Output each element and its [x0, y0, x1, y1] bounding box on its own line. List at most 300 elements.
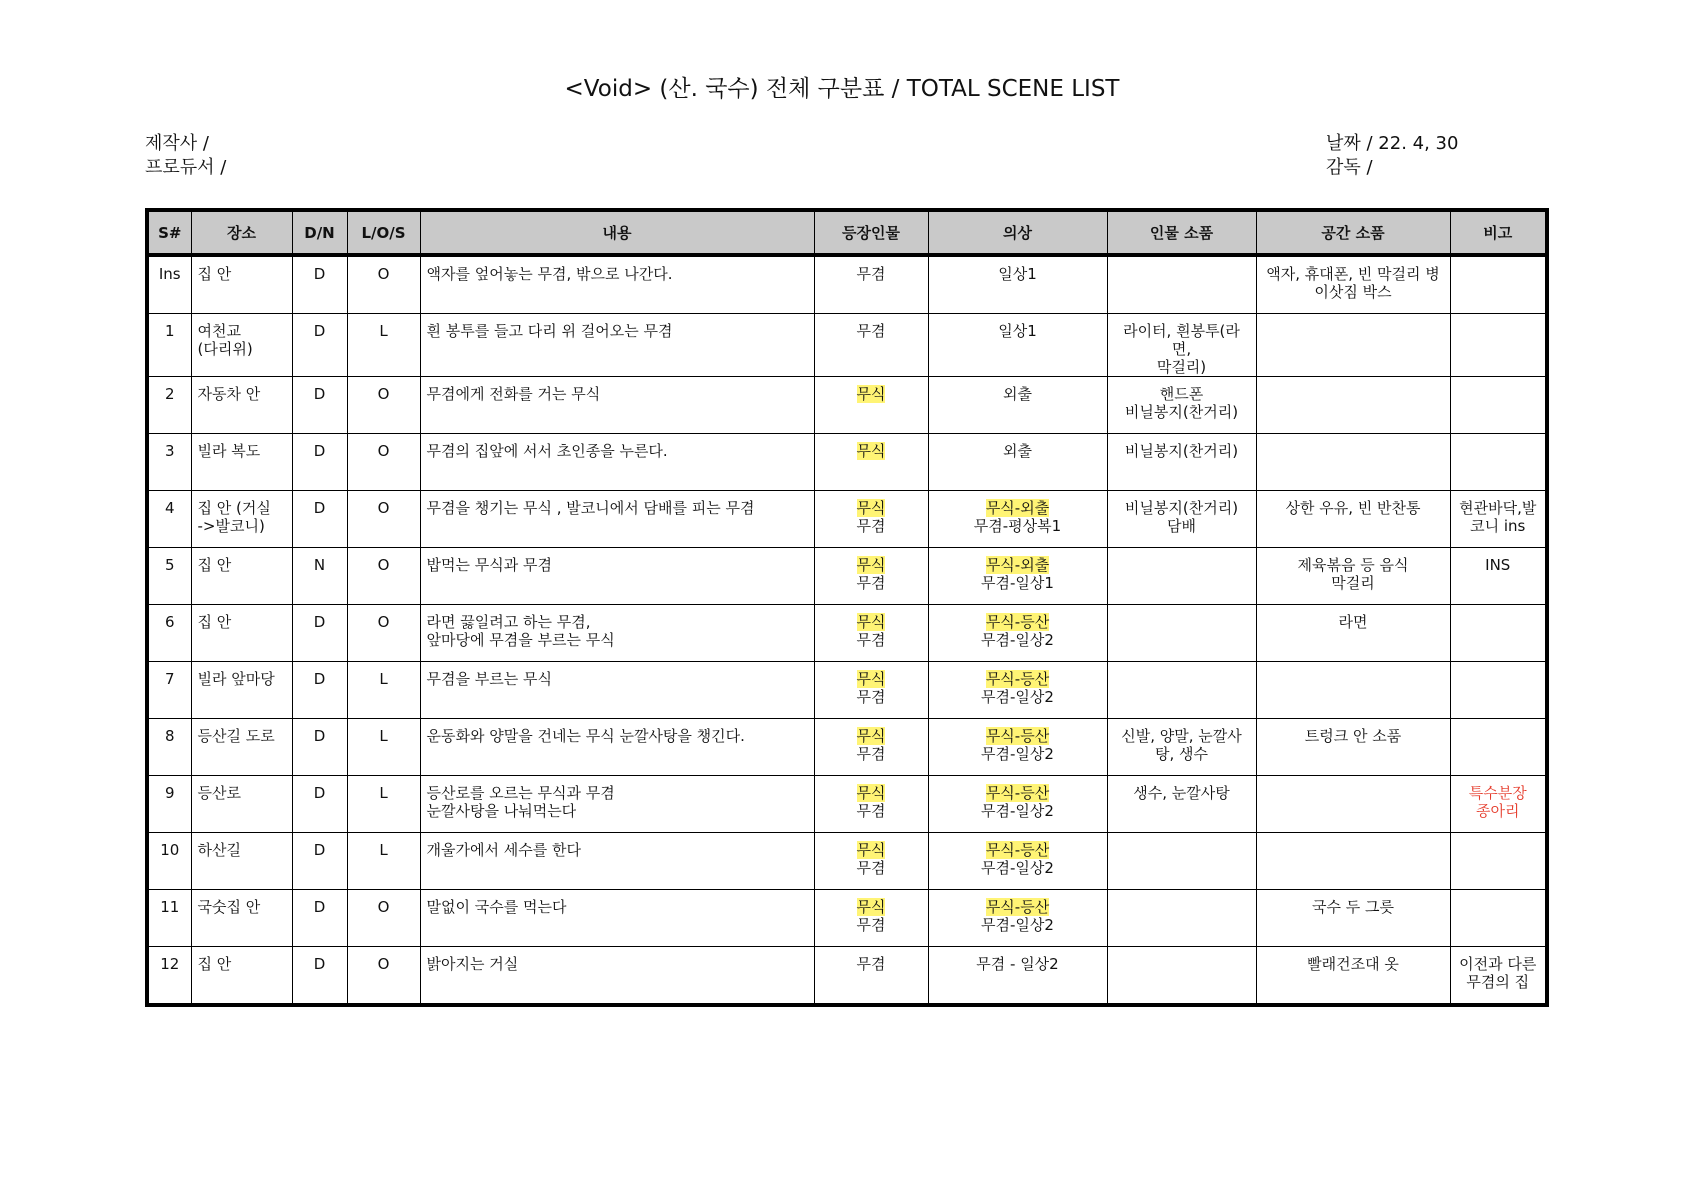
- costume-line-text: 무겸-일상2: [981, 859, 1054, 877]
- costume-line: [935, 745, 1101, 763]
- los-cell: O: [347, 491, 420, 548]
- meta-right: [1326, 132, 1458, 180]
- scene-number-cell: 3: [147, 434, 191, 491]
- costume-line-text: 일상1: [998, 265, 1037, 283]
- cast-line-text: 무겸: [856, 517, 886, 535]
- place-cell: [191, 255, 292, 314]
- costume-line: [935, 955, 1101, 973]
- cast-line: [821, 841, 922, 859]
- content-cell: [420, 605, 814, 662]
- costume-line-text: 무식-등산: [985, 784, 1050, 802]
- table-row: [147, 434, 1547, 491]
- table-row: [147, 491, 1547, 548]
- cast-line: [821, 517, 922, 535]
- content-line: 라면 끓일려고 하는 무겸,: [426, 613, 591, 631]
- cast-line: [821, 784, 922, 802]
- content-line: 흰 봉투를 들고 다리 위 걸어오는 무겸: [426, 322, 673, 340]
- char-prop-line: 담배: [1167, 517, 1196, 535]
- dn-cell: D: [292, 890, 347, 947]
- note-cell: [1450, 314, 1547, 377]
- char-props-cell: [1107, 833, 1256, 890]
- costume-cell: [928, 255, 1107, 314]
- cast-line: [821, 859, 922, 877]
- space-prop-line: 이삿짐 박스: [1314, 283, 1392, 301]
- scene-number-cell: 8: [147, 719, 191, 776]
- cast-line-text: 무겸: [856, 322, 886, 340]
- cast-line-text: 무식: [856, 613, 886, 631]
- char-props-cell: [1107, 434, 1256, 491]
- costume-line: [935, 802, 1101, 820]
- place-line: 빌라 복도: [197, 442, 261, 460]
- los-cell: O: [347, 890, 420, 947]
- note-line: 무겸의 집: [1466, 973, 1530, 991]
- cast-line: [821, 670, 922, 688]
- table-row: [147, 833, 1547, 890]
- los-cell: L: [347, 776, 420, 833]
- content-line: 등산로를 오르는 무식과 무겸: [426, 784, 615, 802]
- header-dn: D/N: [292, 210, 347, 255]
- scene-table: [145, 208, 1549, 1007]
- place-line: 하산길: [197, 841, 241, 859]
- costume-line: [935, 841, 1101, 859]
- scene-number-cell: 2: [147, 377, 191, 434]
- cast-cell: [814, 947, 928, 1006]
- cast-line-text: 무겸: [856, 745, 886, 763]
- cast-line-text: 무겸: [856, 574, 886, 592]
- content-line: 말없이 국수를 먹는다: [426, 898, 567, 916]
- costume-line: [935, 517, 1101, 535]
- company-label: 제작사 /: [145, 133, 209, 154]
- content-line: 개울가에서 세수를 한다: [426, 841, 581, 859]
- scene-number-cell: Ins: [147, 255, 191, 314]
- content-line: 무겸에게 전화를 거는 무식: [426, 385, 601, 403]
- table-row: [147, 314, 1547, 377]
- costume-line: [935, 265, 1101, 283]
- cast-cell: [814, 314, 928, 377]
- table-row: [147, 776, 1547, 833]
- space-prop-line: 막걸리: [1331, 574, 1375, 592]
- space-props-cell: [1256, 719, 1450, 776]
- header-cast: 등장인물: [814, 210, 928, 255]
- table-row: [147, 662, 1547, 719]
- space-props-cell: [1256, 947, 1450, 1006]
- los-cell: O: [347, 255, 420, 314]
- dn-cell: D: [292, 434, 347, 491]
- cast-line: [821, 265, 922, 283]
- content-cell: [420, 377, 814, 434]
- char-props-cell: [1107, 662, 1256, 719]
- scene-number-cell: 4: [147, 491, 191, 548]
- header-note: 비고: [1450, 210, 1547, 255]
- content-cell: [420, 890, 814, 947]
- scene-number-cell: 7: [147, 662, 191, 719]
- note-line: INS: [1485, 556, 1511, 574]
- los-cell: O: [347, 548, 420, 605]
- date-label: 날짜 / 22. 4, 30: [1326, 133, 1459, 154]
- dn-cell: D: [292, 833, 347, 890]
- table-row: [147, 890, 1547, 947]
- note-cell: [1450, 776, 1547, 833]
- costume-line-text: 무겸-일상2: [981, 688, 1054, 706]
- char-prop-line: 신발, 양말, 눈깔사: [1121, 727, 1242, 745]
- costume-line-text: 외출: [1003, 385, 1032, 403]
- char-props-cell: [1107, 890, 1256, 947]
- cast-line-text: 무겸: [856, 631, 886, 649]
- note-cell: [1450, 605, 1547, 662]
- header-los: L/O/S: [347, 210, 420, 255]
- cast-line: [821, 688, 922, 706]
- table-row: [147, 255, 1547, 314]
- note-cell: [1450, 491, 1547, 548]
- costume-line: [935, 556, 1101, 574]
- char-props-cell: [1107, 491, 1256, 548]
- place-cell: [191, 377, 292, 434]
- costume-cell: [928, 605, 1107, 662]
- header-scene: S#: [147, 210, 191, 255]
- content-cell: [420, 314, 814, 377]
- costume-line: [935, 688, 1101, 706]
- los-cell: O: [347, 605, 420, 662]
- space-prop-line: 상한 우유, 빈 반찬통: [1285, 499, 1421, 517]
- place-line: 빌라 앞마당: [197, 670, 275, 688]
- costume-line-text: 외출: [1003, 442, 1032, 460]
- dn-cell: D: [292, 377, 347, 434]
- table-row: [147, 377, 1547, 434]
- costume-line-text: 일상1: [998, 322, 1037, 340]
- note-cell: [1450, 719, 1547, 776]
- content-cell: [420, 833, 814, 890]
- costume-cell: [928, 377, 1107, 434]
- cast-line: [821, 613, 922, 631]
- dn-cell: D: [292, 719, 347, 776]
- cast-line-text: 무식: [856, 784, 886, 802]
- note-cell: [1450, 548, 1547, 605]
- cast-line-text: 무겸: [856, 859, 886, 877]
- note-line: 코니 ins: [1470, 517, 1526, 535]
- costume-line: [935, 385, 1101, 403]
- place-line: 등산길 도로: [197, 727, 275, 745]
- cast-line-text: 무식: [856, 442, 886, 460]
- costume-line: [935, 613, 1101, 631]
- cast-line: [821, 322, 922, 340]
- char-prop-line: 핸드폰: [1159, 385, 1204, 403]
- page-title: <Void> (산. 국수) 전체 구분표 / TOTAL SCENE LIST: [564, 76, 1120, 102]
- space-props-cell: [1256, 377, 1450, 434]
- cast-line: [821, 631, 922, 649]
- costume-line-text: 무겸-일상2: [981, 802, 1054, 820]
- char-props-cell: [1107, 776, 1256, 833]
- cast-line: [821, 898, 922, 916]
- costume-line-text: 무식-등산: [985, 841, 1050, 859]
- note-line: 현관바닥,발: [1459, 499, 1537, 517]
- place-line: 등산로: [197, 784, 241, 802]
- table-row: [147, 548, 1547, 605]
- content-line: 앞마당에 무겸을 부르는 무식: [426, 631, 615, 649]
- char-prop-line: 비닐봉지(찬거리): [1124, 499, 1239, 517]
- costume-line-text: 무겸 - 일상2: [976, 955, 1059, 973]
- space-props-cell: [1256, 314, 1450, 377]
- space-prop-line: 라면: [1338, 613, 1368, 631]
- space-prop-line: 빨래건조대 옷: [1307, 955, 1399, 973]
- char-props-cell: [1107, 605, 1256, 662]
- space-prop-line: 트렁크 안 소품: [1304, 727, 1402, 745]
- content-cell: [420, 662, 814, 719]
- cast-line-text: 무식: [856, 385, 886, 403]
- space-props-cell: [1256, 890, 1450, 947]
- space-prop-line: 액자, 휴대폰, 빈 막걸리 병: [1266, 265, 1440, 283]
- cast-line: [821, 802, 922, 820]
- char-prop-line: 비닐봉지(찬거리): [1124, 442, 1239, 460]
- note-line: 특수분장: [1468, 784, 1527, 802]
- content-line: 운동화와 양말을 건네는 무식 눈깔사탕을 챙긴다.: [426, 727, 745, 745]
- place-line: 자동차 안: [197, 385, 261, 403]
- costume-cell: [928, 491, 1107, 548]
- cast-line-text: 무겸: [856, 802, 886, 820]
- header-space-props: 공간 소품: [1256, 210, 1450, 255]
- char-prop-line: 막걸리): [1156, 358, 1207, 376]
- scene-number-cell: 1: [147, 314, 191, 377]
- cast-line-text: 무겸: [856, 265, 886, 283]
- content-line: 무겸을 부르는 무식: [426, 670, 552, 688]
- costume-line-text: 무식-등산: [985, 898, 1050, 916]
- cast-line-text: 무겸: [856, 955, 886, 973]
- note-line: 이전과 다른: [1459, 955, 1537, 973]
- content-cell: [420, 947, 814, 1006]
- place-line: 집 안: [197, 556, 232, 574]
- space-props-cell: [1256, 662, 1450, 719]
- char-prop-line: 탕, 생수: [1154, 745, 1208, 763]
- content-cell: [420, 434, 814, 491]
- costume-line: [935, 499, 1101, 517]
- place-line: 집 안 (거실: [197, 499, 271, 517]
- space-props-cell: [1256, 776, 1450, 833]
- place-line: 집 안: [197, 265, 232, 283]
- costume-line: [935, 574, 1101, 592]
- place-cell: [191, 662, 292, 719]
- table-row: [147, 605, 1547, 662]
- scene-number-cell: 10: [147, 833, 191, 890]
- char-prop-line: 라이터, 흰봉투(라면,: [1123, 322, 1240, 358]
- content-line: 눈깔사탕을 나눠먹는다: [426, 802, 577, 820]
- char-props-cell: [1107, 314, 1256, 377]
- space-props-cell: [1256, 255, 1450, 314]
- char-prop-line: 비닐봉지(찬거리): [1124, 403, 1239, 421]
- place-line: 집 안: [197, 613, 232, 631]
- cast-line-text: 무겸: [856, 688, 886, 706]
- producer-label: 프로듀서 /: [145, 157, 227, 178]
- cast-cell: [814, 776, 928, 833]
- place-cell: [191, 605, 292, 662]
- place-cell: [191, 776, 292, 833]
- char-props-cell: [1107, 255, 1256, 314]
- cast-line-text: 무겸: [856, 916, 886, 934]
- costume-line-text: 무겸-일상2: [981, 916, 1054, 934]
- costume-line: [935, 727, 1101, 745]
- place-cell: [191, 947, 292, 1006]
- cast-line: [821, 955, 922, 973]
- costume-line-text: 무식-외출: [985, 499, 1050, 517]
- header-costume: 의상: [928, 210, 1107, 255]
- note-cell: [1450, 662, 1547, 719]
- header-char-props: 인물 소품: [1107, 210, 1256, 255]
- cast-line: [821, 727, 922, 745]
- char-props-cell: [1107, 719, 1256, 776]
- place-cell: [191, 314, 292, 377]
- cast-cell: [814, 491, 928, 548]
- content-cell: [420, 719, 814, 776]
- header-place: 장소: [191, 210, 292, 255]
- place-cell: [191, 491, 292, 548]
- costume-line: [935, 784, 1101, 802]
- cast-cell: [814, 719, 928, 776]
- char-props-cell: [1107, 377, 1256, 434]
- content-line: 밝아지는 거실: [426, 955, 519, 973]
- costume-cell: [928, 719, 1107, 776]
- cast-cell: [814, 605, 928, 662]
- table-row: [147, 947, 1547, 1006]
- cast-line-text: 무식: [856, 727, 886, 745]
- space-props-cell: [1256, 434, 1450, 491]
- costume-line: [935, 322, 1101, 340]
- cast-line: [821, 556, 922, 574]
- cast-line-text: 무식: [856, 670, 886, 688]
- note-cell: [1450, 377, 1547, 434]
- content-line: 밥먹는 무식과 무겸: [426, 556, 552, 574]
- char-props-cell: [1107, 548, 1256, 605]
- note-cell: [1450, 255, 1547, 314]
- costume-cell: [928, 434, 1107, 491]
- header-content: 내용: [420, 210, 814, 255]
- dn-cell: N: [292, 548, 347, 605]
- costume-cell: [928, 833, 1107, 890]
- cast-line-text: 무식: [856, 898, 886, 916]
- cast-cell: [814, 548, 928, 605]
- los-cell: O: [347, 377, 420, 434]
- content-line: 액자를 엎어놓는 무겸, 밖으로 나간다.: [426, 265, 673, 283]
- char-prop-line: 생수, 눈깔사탕: [1133, 784, 1230, 802]
- costume-cell: [928, 548, 1107, 605]
- header-row: [147, 210, 1547, 255]
- content-cell: [420, 776, 814, 833]
- costume-line-text: 무겸-일상2: [981, 631, 1054, 649]
- place-line: 여천교: [197, 322, 241, 340]
- costume-line-text: 무식-외출: [985, 556, 1050, 574]
- place-line: ->발코니): [197, 517, 265, 535]
- cast-line: [821, 574, 922, 592]
- costume-cell: [928, 776, 1107, 833]
- cast-cell: [814, 377, 928, 434]
- costume-line-text: 무겸-평상복1: [973, 517, 1062, 535]
- note-cell: [1450, 833, 1547, 890]
- place-cell: [191, 719, 292, 776]
- costume-cell: [928, 890, 1107, 947]
- costume-cell: [928, 662, 1107, 719]
- cast-cell: [814, 255, 928, 314]
- note-cell: [1450, 890, 1547, 947]
- cast-line: [821, 442, 922, 460]
- costume-line-text: 무겸-일상1: [981, 574, 1054, 592]
- director-label: 감독 /: [1326, 157, 1373, 178]
- cast-cell: [814, 434, 928, 491]
- costume-line-text: 무식-등산: [985, 670, 1050, 688]
- place-line: 집 안: [197, 955, 232, 973]
- los-cell: L: [347, 314, 420, 377]
- space-props-cell: [1256, 491, 1450, 548]
- place-cell: [191, 890, 292, 947]
- content-line: 무겸을 챙기는 무식 , 발코니에서 담배를 피는 무겸: [426, 499, 755, 517]
- dn-cell: D: [292, 776, 347, 833]
- costume-line-text: 무식-등산: [985, 613, 1050, 631]
- space-props-cell: [1256, 605, 1450, 662]
- note-cell: [1450, 947, 1547, 1006]
- cast-cell: [814, 833, 928, 890]
- scene-number-cell: 5: [147, 548, 191, 605]
- space-prop-line: 국수 두 그릇: [1312, 898, 1394, 916]
- cast-line: [821, 745, 922, 763]
- scene-number-cell: 6: [147, 605, 191, 662]
- costume-line-text: 무식-등산: [985, 727, 1050, 745]
- char-props-cell: [1107, 947, 1256, 1006]
- costume-line: [935, 898, 1101, 916]
- costume-line: [935, 670, 1101, 688]
- space-prop-line: 제육볶음 등 음식: [1297, 556, 1409, 574]
- los-cell: L: [347, 833, 420, 890]
- content-cell: [420, 491, 814, 548]
- dn-cell: D: [292, 491, 347, 548]
- dn-cell: D: [292, 255, 347, 314]
- cast-line-text: 무식: [856, 841, 886, 859]
- place-cell: [191, 548, 292, 605]
- los-cell: O: [347, 434, 420, 491]
- los-cell: L: [347, 662, 420, 719]
- content-cell: [420, 255, 814, 314]
- place-line: 국숫집 안: [197, 898, 261, 916]
- cast-line: [821, 385, 922, 403]
- table-body: [147, 255, 1547, 1005]
- costume-line: [935, 859, 1101, 877]
- scene-number-cell: 11: [147, 890, 191, 947]
- los-cell: O: [347, 947, 420, 1006]
- los-cell: L: [347, 719, 420, 776]
- content-cell: [420, 548, 814, 605]
- scene-number-cell: 12: [147, 947, 191, 1006]
- costume-cell: [928, 314, 1107, 377]
- costume-cell: [928, 947, 1107, 1006]
- content-line: 무겸의 집앞에 서서 초인종을 누른다.: [426, 442, 668, 460]
- place-cell: [191, 833, 292, 890]
- table-row: [147, 719, 1547, 776]
- dn-cell: D: [292, 314, 347, 377]
- cast-cell: [814, 890, 928, 947]
- note-line: 종아리: [1476, 802, 1520, 820]
- cast-line-text: 무식: [856, 556, 886, 574]
- cast-line-text: 무식: [856, 499, 886, 517]
- cast-line: [821, 916, 922, 934]
- scene-number-cell: 9: [147, 776, 191, 833]
- dn-cell: D: [292, 947, 347, 1006]
- place-cell: [191, 434, 292, 491]
- meta-left: [145, 132, 226, 180]
- dn-cell: D: [292, 605, 347, 662]
- costume-line: [935, 442, 1101, 460]
- costume-line: [935, 916, 1101, 934]
- note-cell: [1450, 434, 1547, 491]
- space-props-cell: [1256, 548, 1450, 605]
- costume-line: [935, 631, 1101, 649]
- cast-line: [821, 499, 922, 517]
- space-props-cell: [1256, 833, 1450, 890]
- cast-cell: [814, 662, 928, 719]
